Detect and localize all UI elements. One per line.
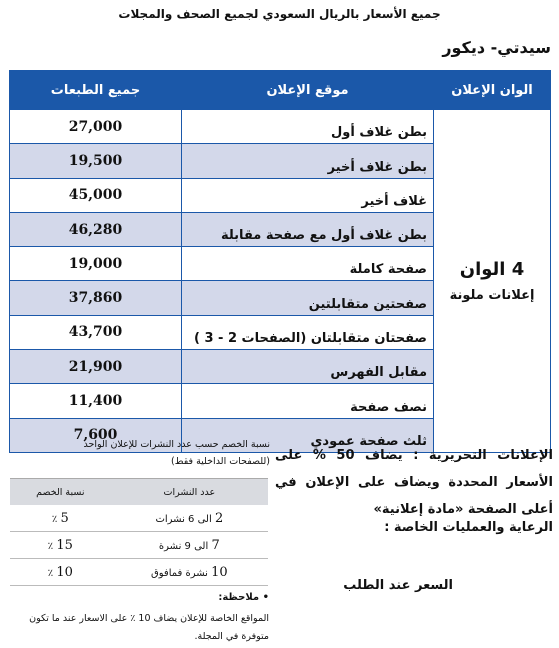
position-cell: صفحتين متقابلتين <box>182 281 434 315</box>
discount-col-count: عدد النشرات <box>111 479 268 506</box>
discount-rate-cell <box>10 532 111 559</box>
discount-rate: 15 <box>56 537 73 553</box>
notes-heading: • ملاحظة: <box>218 592 269 603</box>
price-cell: 46,280 <box>10 212 182 246</box>
price-cell: 37,860 <box>10 281 182 315</box>
position-cell: غلاف أخير <box>182 178 434 212</box>
editorial-note: الإعلانات التحريرية : يضاف 50 % على الأسعار المحددة ويضاف على الإعلان في أعلى الصفحة «مادة إعلانية» <box>275 448 553 517</box>
discount-col-rate: نسبة الخصم <box>10 479 111 506</box>
discount-title-line1: نسبة الخصم حسب عدد النشرات للإعلان الواحد <box>83 439 270 450</box>
notes-text: المواقع الخاصة للإعلان يضاف 10 ٪ على الاسعار عند ما تكون متوفرة في المجلة. <box>29 613 269 642</box>
sponsorship-label: الرعاية والعمليات الخاصة : <box>384 520 553 535</box>
discount-percent: ٪ <box>47 567 54 579</box>
discount-title <box>10 436 270 470</box>
sponsorship-price-wrap <box>273 578 551 593</box>
colors-label: إعلانات ملونة <box>449 287 535 303</box>
discount-count-number: 10 <box>211 564 228 580</box>
discount-title-line2: (للصفحات الداخلية فقط) <box>170 456 270 467</box>
price-cell: 7,600 <box>10 418 182 452</box>
sponsorship-price: السعر عند الطلب <box>343 578 453 593</box>
discount-count-text: نشرة فمافوق <box>150 567 208 579</box>
position-cell: ثلث صفحة عمودي <box>182 418 434 452</box>
discount-header <box>10 479 268 506</box>
position-cell: نصف صفحة <box>182 384 434 418</box>
colors-cell <box>434 110 551 453</box>
position-cell: صفحة كاملة <box>182 247 434 281</box>
page-title: جميع الأسعار بالريال السعودي لجميع الصحف والمجلات <box>118 7 441 21</box>
discount-count-cell <box>111 559 268 586</box>
header-colors: الوان الإعلان <box>434 71 551 110</box>
position-cell: بطن غلاف أخير <box>182 144 434 178</box>
discount-rate-cell <box>10 505 111 532</box>
discount-rate: 5 <box>60 510 69 526</box>
price-table-header <box>10 71 551 110</box>
table-row <box>10 505 268 532</box>
colors-count: 4 الوان <box>459 258 525 280</box>
position-cell: صفحتان متقابلتان (الصفحات 2 - 3 ) <box>182 315 434 349</box>
discount-count-text: الى 9 نشرة <box>158 540 209 552</box>
discount-table <box>10 478 268 586</box>
price-cell: 11,400 <box>10 384 182 418</box>
price-cell: 19,500 <box>10 144 182 178</box>
magazine-name: سيدتي- ديكور <box>442 38 551 57</box>
header-all-editions: جميع الطبعات <box>10 71 182 110</box>
discount-count-cell <box>111 505 268 532</box>
table-row <box>10 110 551 144</box>
discount-percent: ٪ <box>47 540 54 552</box>
price-cell: 27,000 <box>10 110 182 144</box>
discount-percent: ٪ <box>51 513 58 525</box>
discount-count-cell <box>111 532 268 559</box>
position-cell: بطن غلاف أول مع صفحة مقابلة <box>182 212 434 246</box>
price-cell: 43,700 <box>10 315 182 349</box>
position-cell: بطن غلاف أول <box>182 110 434 144</box>
header-position: موقع الإعلان <box>182 71 434 110</box>
discount-count-number: 2 <box>214 510 224 526</box>
discount-count-text: الى 6 نشرات <box>155 513 212 525</box>
price-cell: 21,900 <box>10 350 182 384</box>
table-row <box>10 532 268 559</box>
price-cell: 19,000 <box>10 247 182 281</box>
position-cell: مقابل الفهرس <box>182 350 434 384</box>
price-table <box>9 70 551 453</box>
table-row <box>10 559 268 586</box>
discount-count-number: 7 <box>211 537 220 553</box>
discount-rate-cell <box>10 559 111 586</box>
discount-rate: 10 <box>56 564 73 580</box>
price-cell: 45,000 <box>10 178 182 212</box>
